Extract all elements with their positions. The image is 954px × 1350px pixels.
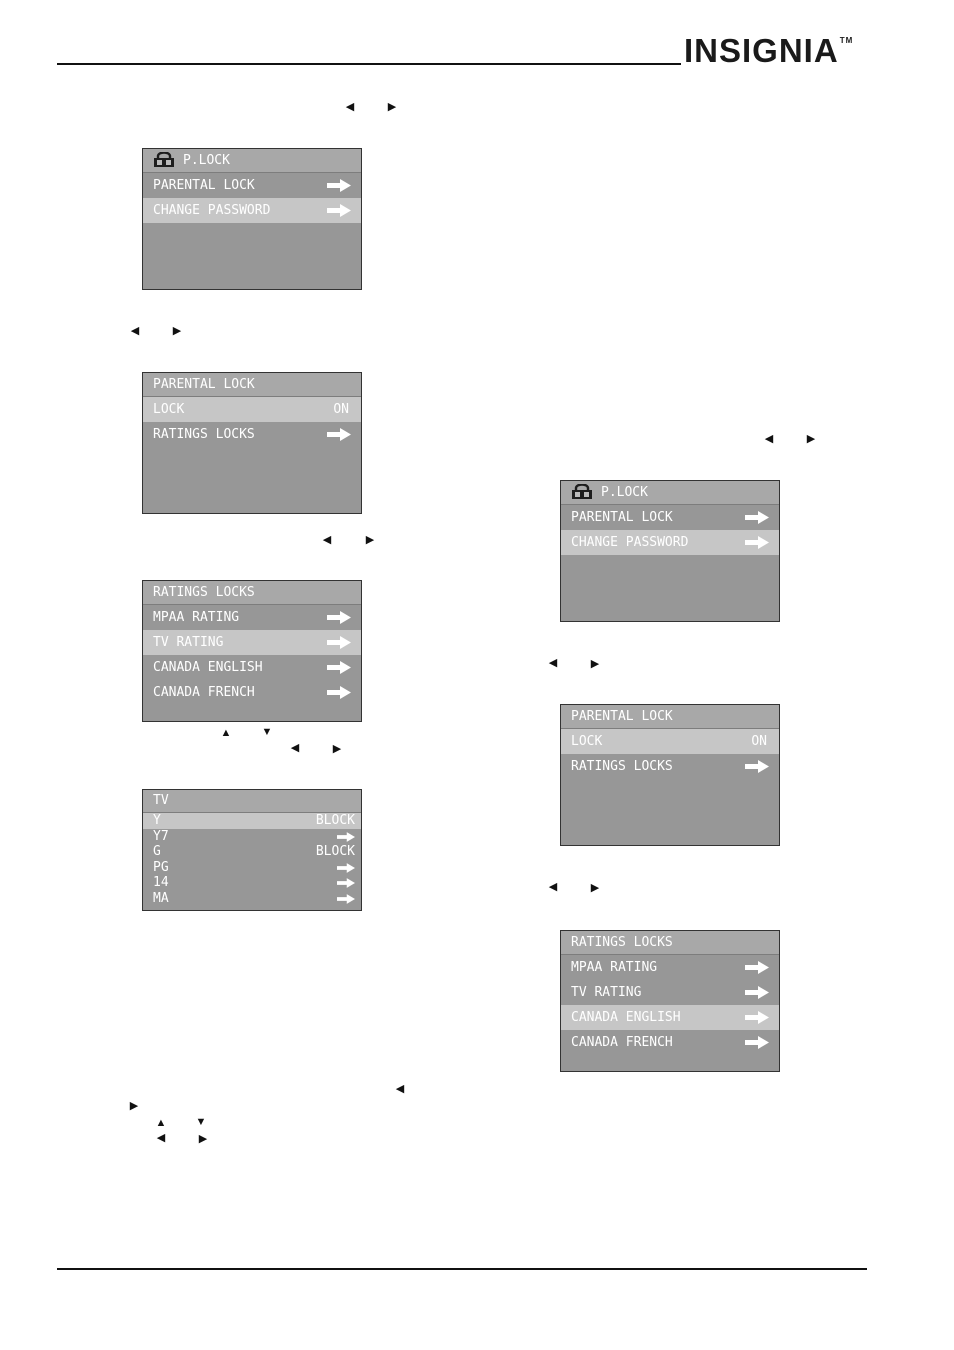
up-arrow-icon: ▲ <box>155 1117 167 1129</box>
brand-logo <box>684 32 853 72</box>
right-arrow-icon <box>337 863 355 873</box>
right-arrow-icon <box>327 611 351 624</box>
right-arrow-icon <box>745 536 769 549</box>
left-arrow-icon: ◀ <box>290 742 300 754</box>
left-arrow-icon: ◀ <box>322 534 332 546</box>
menu-item-mpaa-rating[interactable]: MPAA RATING <box>561 955 779 980</box>
tv-rating-row-pg[interactable]: PG <box>143 860 361 876</box>
right-arrow-icon <box>745 986 769 999</box>
plock-menu <box>560 480 780 622</box>
menu-item-change-password[interactable]: CHANGE PASSWORD <box>143 198 361 223</box>
parental-lock-menu <box>560 704 780 846</box>
right-arrow-icon: ▶ <box>590 658 600 670</box>
menu-item-change-password[interactable]: CHANGE PASSWORD <box>561 530 779 555</box>
right-arrow-icon: ▶ <box>172 325 182 337</box>
right-arrow-icon: ▶ <box>590 882 600 894</box>
right-arrow-icon: ▶ <box>198 1133 208 1145</box>
right-arrow-icon <box>327 428 351 441</box>
menu-item-canada-english[interactable]: CANADA ENGLISH <box>143 655 361 680</box>
left-arrow-icon: ◀ <box>345 101 355 113</box>
footer-rule <box>57 1268 867 1270</box>
menu-item-lock[interactable]: LOCK ON <box>143 397 361 422</box>
left-arrow-icon: ◀ <box>764 433 774 445</box>
right-arrow-icon <box>327 686 351 699</box>
trademark: TM <box>839 36 854 45</box>
right-arrow-icon: ▶ <box>806 433 816 445</box>
menu-item-tv-rating[interactable]: TV RATING <box>561 980 779 1005</box>
right-arrow-icon: ▶ <box>332 743 342 755</box>
down-arrow-icon: ▼ <box>195 1116 207 1128</box>
right-arrow-icon: ▶ <box>387 101 397 113</box>
right-arrow-icon <box>337 894 355 904</box>
menu-item-tv-rating[interactable]: TV RATING <box>143 630 361 655</box>
left-arrow-icon: ◀ <box>548 881 558 893</box>
plock-menu <box>142 148 362 290</box>
menu-title: PARENTAL LOCK <box>143 373 361 397</box>
menu-item-canada-french[interactable]: CANADA FRENCH <box>561 1030 779 1055</box>
right-arrow-icon <box>327 636 351 649</box>
tv-rating-row-y[interactable]: Y BLOCK <box>143 813 361 829</box>
right-arrow-icon <box>327 204 351 217</box>
menu-title: P.LOCK <box>143 149 361 173</box>
right-arrow-icon <box>745 1011 769 1024</box>
left-arrow-icon: ◀ <box>130 325 140 337</box>
right-arrow-icon <box>337 832 355 842</box>
right-arrow-icon <box>327 179 351 192</box>
left-arrow-icon: ◀ <box>548 657 558 669</box>
menu-item-canada-french[interactable]: CANADA FRENCH <box>143 680 361 705</box>
lock-icon <box>571 484 593 500</box>
right-arrow-icon <box>745 760 769 773</box>
tv-rating-row-g[interactable]: G BLOCK <box>153 844 355 859</box>
ratings-locks-menu <box>142 580 362 722</box>
ratings-locks-menu <box>560 930 780 1072</box>
tv-rating-row-14[interactable]: 14 <box>143 875 361 891</box>
right-arrow-icon <box>337 878 355 888</box>
left-arrow-icon: ◀ <box>156 1132 166 1144</box>
menu-item-lock[interactable]: LOCK ON <box>561 729 779 754</box>
menu-title: P.LOCK <box>561 481 779 505</box>
menu-item-ratings-locks[interactable]: RATINGS LOCKS <box>561 754 779 779</box>
menu-item-mpaa-rating[interactable]: MPAA RATING <box>143 605 361 630</box>
menu-title: PARENTAL LOCK <box>561 705 779 729</box>
right-arrow-icon <box>745 1036 769 1049</box>
tv-rating-row-ma[interactable]: MA <box>143 891 361 907</box>
parental-lock-menu <box>142 372 362 514</box>
right-arrow-icon <box>327 661 351 674</box>
menu-item-ratings-locks[interactable]: RATINGS LOCKS <box>143 422 361 447</box>
menu-title: RATINGS LOCKS <box>561 931 779 955</box>
right-arrow-icon: ▶ <box>129 1100 139 1112</box>
up-arrow-icon: ▲ <box>220 727 232 739</box>
tv-rating-row-y7[interactable]: Y7 <box>143 829 361 845</box>
right-arrow-icon: ▶ <box>365 534 375 546</box>
rating-value: BLOCK <box>315 813 355 828</box>
header-rule <box>57 63 681 65</box>
menu-item-parental-lock[interactable]: PARENTAL LOCK <box>561 505 779 530</box>
lock-value: ON <box>751 734 767 749</box>
menu-item-parental-lock[interactable]: PARENTAL LOCK <box>143 173 361 198</box>
menu-item-canada-english[interactable]: CANADA ENGLISH <box>561 1005 779 1030</box>
lock-icon <box>153 152 175 168</box>
rating-value: BLOCK <box>315 844 355 859</box>
tv-rating-menu <box>142 789 362 911</box>
down-arrow-icon: ▼ <box>261 726 273 738</box>
menu-title: TV <box>143 790 361 813</box>
brand-name: INSIGNIA <box>684 32 839 69</box>
right-arrow-icon <box>745 961 769 974</box>
lock-value: ON <box>333 402 349 417</box>
left-arrow-icon: ◀ <box>395 1083 405 1095</box>
menu-title: RATINGS LOCKS <box>143 581 361 605</box>
right-arrow-icon <box>745 511 769 524</box>
